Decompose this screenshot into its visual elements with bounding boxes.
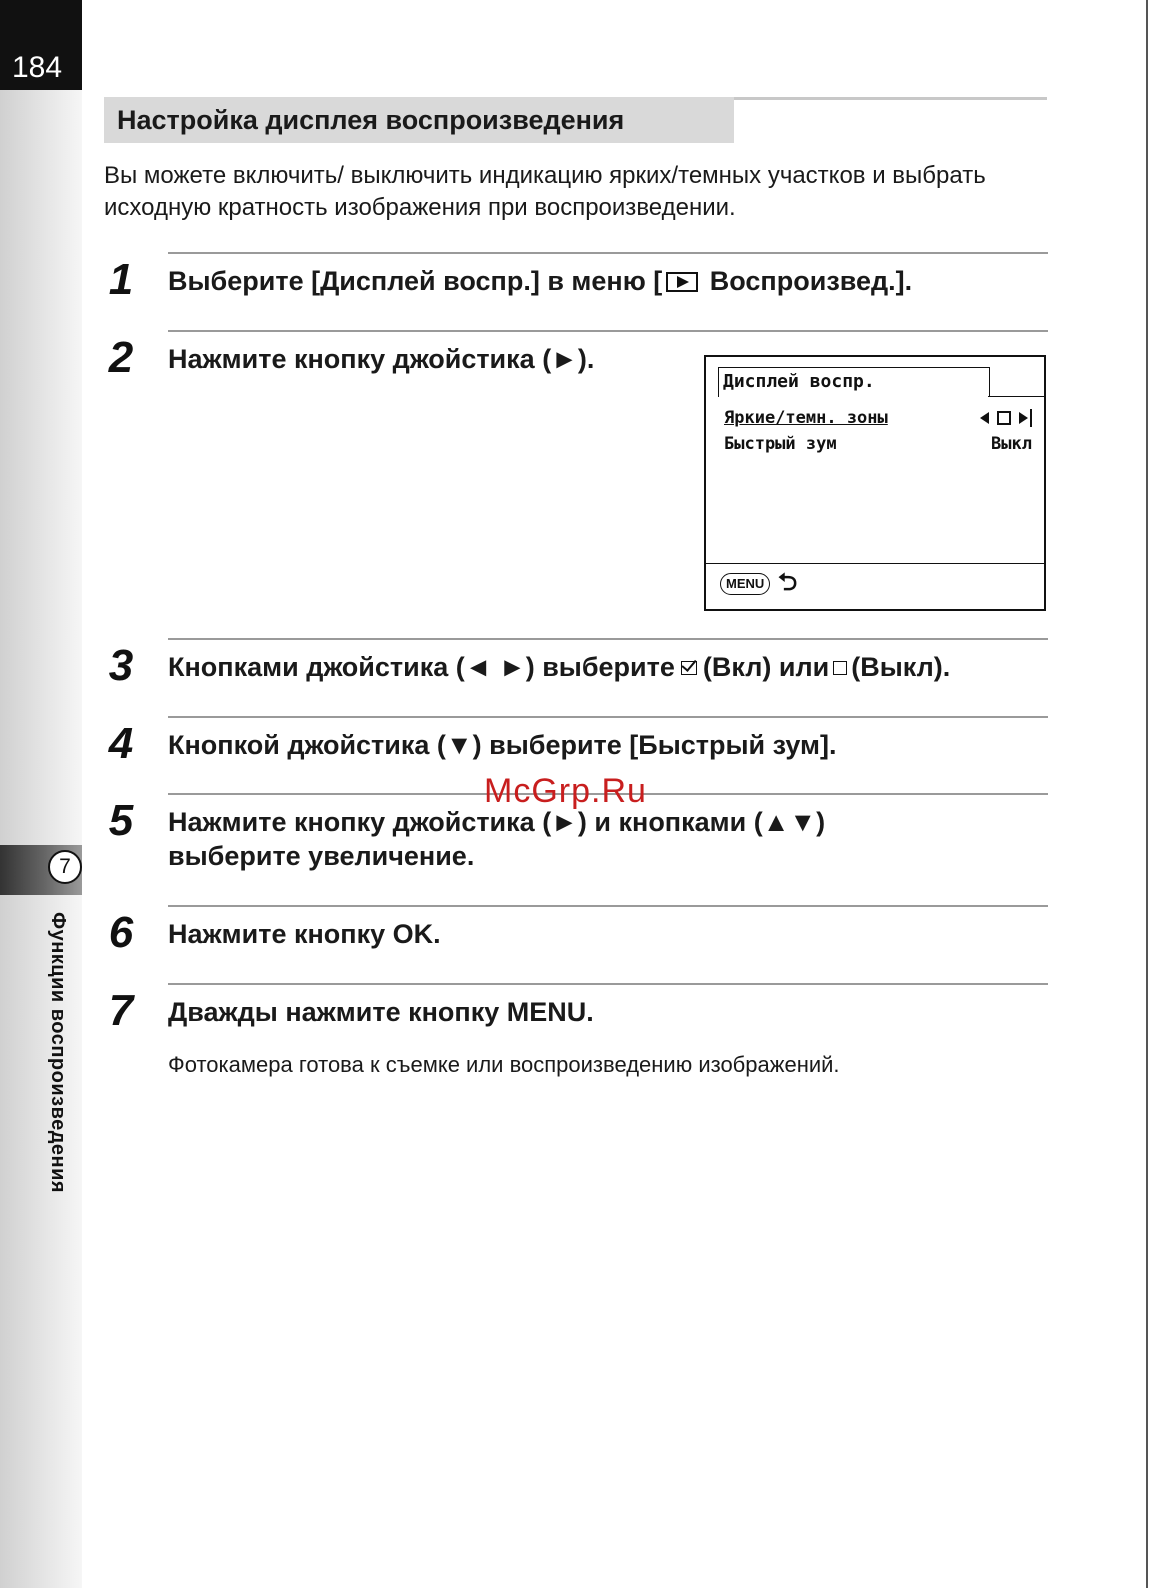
step-text: Выберите [Дисплей воспр.] в меню [ Воспроизвед.]. [168, 266, 913, 296]
step-text: Кнопками джойстика (◄ ►) выберите (Вкл) или (Выкл). [168, 652, 951, 682]
step-rule [168, 330, 1048, 332]
intro-text: Вы можете включить/ выключить индикацию ярких/темных участков и выбрать исходную кратность изображения при воспроизведении. [104, 162, 986, 221]
step-1 [104, 252, 1048, 312]
step-text: Нажмите кнопку джойстика (►) и кнопками (▲▼) выберите увеличение. [168, 807, 826, 871]
page-edge [1146, 0, 1148, 1588]
lcd-row-quick-zoom [724, 433, 1032, 455]
step-rule [168, 638, 1048, 640]
step-4 [104, 716, 1048, 776]
step-3 [104, 638, 1048, 698]
step-text: Нажмите кнопку джойстика (►). [168, 344, 595, 374]
step-number: 5 [108, 796, 134, 845]
lcd-row-highlights [724, 407, 1032, 429]
step-number: 3 [108, 641, 134, 690]
step-text: Кнопкой джойстика (▼) выберите [Быстрый зум]. [168, 730, 837, 760]
playback-icon [666, 272, 698, 292]
menu-button-icon: MENU [720, 573, 770, 595]
checkbox-icon [997, 411, 1011, 425]
step-number: 1 [108, 255, 134, 304]
bar-end-icon [1030, 409, 1032, 427]
chapter-number: 7 [48, 850, 82, 884]
lcd-row-control [980, 407, 1032, 429]
step-number: 6 [108, 908, 134, 957]
step-rule [168, 716, 1048, 718]
step-rule [168, 252, 1048, 254]
lcd-row-value: Выкл [991, 434, 1032, 454]
page-number: 184 [12, 51, 63, 84]
left-arrow-icon [980, 412, 989, 424]
step-7 [104, 983, 1048, 1093]
step-number: 7 [108, 986, 134, 1035]
lcd-row-label: Яркие/темн. зоны [724, 408, 888, 428]
section-title: Настройка дисплея воспроизведения [104, 97, 734, 143]
step-note: Фотокамера готова к съемке или воспроизведению изображений. [168, 1052, 840, 1077]
right-arrow-icon [1019, 412, 1028, 424]
page-number-box [0, 0, 82, 90]
step-number: 2 [108, 333, 134, 382]
lcd-tab-title: Дисплей воспр. [718, 367, 990, 397]
step-6 [104, 905, 1048, 965]
side-strip [0, 0, 82, 1588]
watermark: McGrp.Ru [484, 772, 647, 810]
step-rule [168, 905, 1048, 907]
checked-box-icon [681, 661, 697, 675]
step-rule [168, 983, 1048, 985]
camera-lcd-screen [704, 355, 1046, 611]
chapter-label: Функции воспроизведения [47, 912, 69, 1194]
step-number: 4 [108, 719, 134, 768]
lcd-bottom-rule [706, 563, 1044, 564]
lcd-row-label: Быстрый зум [724, 434, 837, 454]
lcd-tab-line [988, 396, 1044, 397]
step-text: Дважды нажмите кнопку MENU. [168, 997, 594, 1027]
return-arrow-icon: ⮌ [778, 568, 798, 596]
empty-box-icon [833, 661, 847, 675]
title-rule [726, 97, 1047, 100]
step-text: Нажмите кнопку OK. [168, 919, 441, 949]
